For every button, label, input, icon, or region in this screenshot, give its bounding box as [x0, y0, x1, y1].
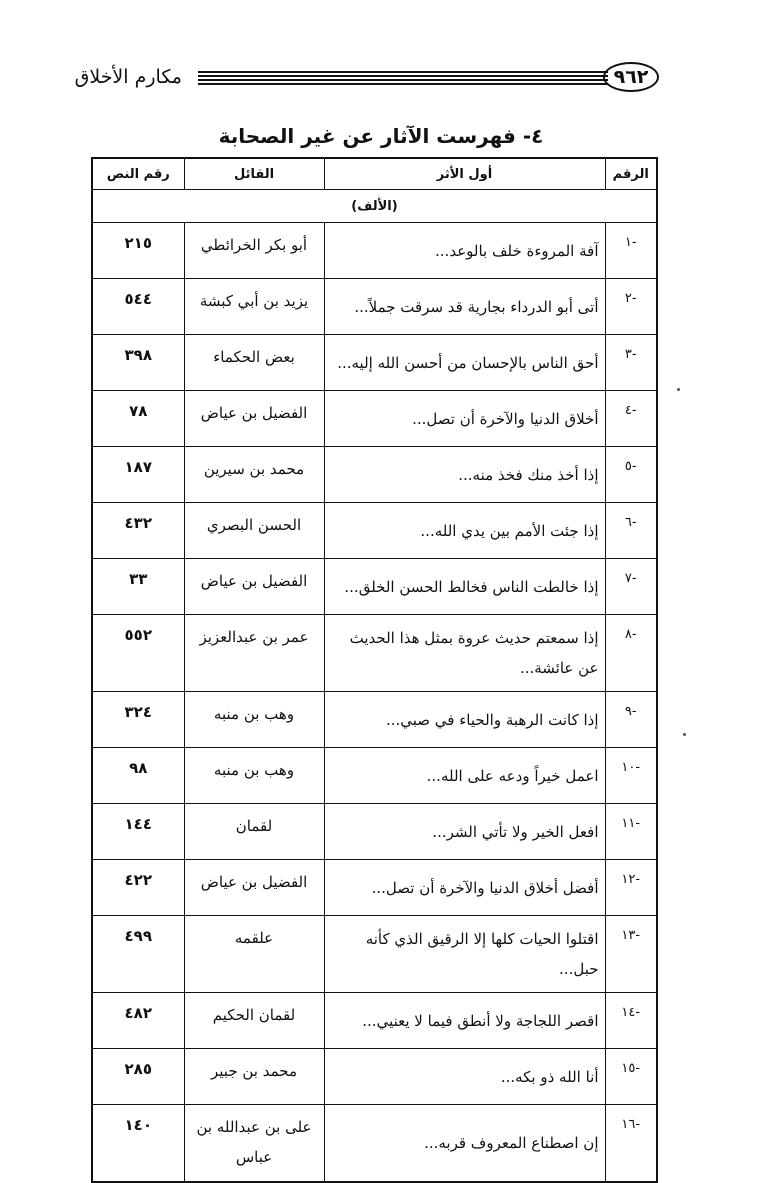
- athar-text: أخلاق الدنيا والآخرة أن تصل...: [324, 391, 605, 447]
- speaker-name: الحسن البصري: [184, 503, 324, 559]
- speaker-name: أبو بكر الخرائطي: [184, 223, 324, 279]
- table-row: [92, 860, 657, 916]
- group-label: (الألف): [92, 190, 657, 223]
- athar-text: آفة المروءة خلف بالوعد...: [324, 223, 605, 279]
- margin-dot: [683, 733, 686, 736]
- speaker-name: محمد بن جبير: [184, 1049, 324, 1105]
- header-rule: [198, 71, 608, 85]
- athar-text: اعمل خيراً ودعه على الله...: [324, 748, 605, 804]
- text-number: ٣٢٤: [92, 692, 184, 748]
- table-row: [92, 559, 657, 615]
- text-number: ٤٢٢: [92, 860, 184, 916]
- athar-text: أفضل أخلاق الدنيا والآخرة أن تصل...: [324, 860, 605, 916]
- row-number: -٩: [605, 692, 657, 748]
- athar-text: إذا كانت الرهبة والحياء في صبي...: [324, 692, 605, 748]
- table-row: [92, 1049, 657, 1105]
- row-number: -١٥: [605, 1049, 657, 1105]
- table-row: [92, 748, 657, 804]
- table-row: [92, 615, 657, 692]
- text-number: ٢٨٥: [92, 1049, 184, 1105]
- table-row: [92, 804, 657, 860]
- row-number: -١٦: [605, 1105, 657, 1183]
- speaker-name: بعض الحكماء: [184, 335, 324, 391]
- athar-text: إذا خالطت الناس فخالط الحسن الخلق...: [324, 559, 605, 615]
- table-row: [92, 503, 657, 559]
- athar-text: أتى أبو الدرداء بجارية قد سرقت جملاً...: [324, 279, 605, 335]
- table-row: [92, 391, 657, 447]
- row-number: -١٠: [605, 748, 657, 804]
- text-number: ٧٨: [92, 391, 184, 447]
- table-row: [92, 692, 657, 748]
- text-number: ٥٥٢: [92, 615, 184, 692]
- row-number: -١: [605, 223, 657, 279]
- text-number: ٤٣٢: [92, 503, 184, 559]
- speaker-name: الفضيل بن عياض: [184, 391, 324, 447]
- text-number: ١٤٠: [92, 1105, 184, 1183]
- text-number: ٣٣: [92, 559, 184, 615]
- table-row: [92, 916, 657, 993]
- athar-text: إذا سمعتم حديث عروة بمثل هذا الحديث عن عائشة...: [324, 615, 605, 692]
- table-row: [92, 447, 657, 503]
- athar-text: إذا جئت الأمم بين يدي الله...: [324, 503, 605, 559]
- row-number: -١٢: [605, 860, 657, 916]
- row-number: -١١: [605, 804, 657, 860]
- athar-text: أنا الله ذو بكه...: [324, 1049, 605, 1105]
- row-number: -٨: [605, 615, 657, 692]
- speaker-name: لقمان الحكيم: [184, 993, 324, 1049]
- speaker-name: لقمان: [184, 804, 324, 860]
- athar-text: اقتلوا الحيات كلها إلا الرقيق الذي كأنه حبل...: [324, 916, 605, 993]
- athar-text: إذا أخذ منك فخذ منه...: [324, 447, 605, 503]
- speaker-name: محمد بن سيرين: [184, 447, 324, 503]
- table-row: [92, 335, 657, 391]
- row-number: -٢: [605, 279, 657, 335]
- speaker-name: وهب بن منبه: [184, 748, 324, 804]
- speaker-name: عمر بن عبدالعزيز: [184, 615, 324, 692]
- table-row: [92, 223, 657, 279]
- text-number: ١٨٧: [92, 447, 184, 503]
- table-row: [92, 993, 657, 1049]
- athar-text: أحق الناس بالإحسان من أحسن الله إليه...: [324, 335, 605, 391]
- athar-text: إن اصطناع المعروف قربه...: [324, 1105, 605, 1183]
- table-row: [92, 1105, 657, 1183]
- speaker-name: الفضيل بن عياض: [184, 559, 324, 615]
- speaker-name: علقمه: [184, 916, 324, 993]
- speaker-name: الفضيل بن عياض: [184, 860, 324, 916]
- text-number: ٤٩٩: [92, 916, 184, 993]
- row-number: -٤: [605, 391, 657, 447]
- text-number: ٤٨٢: [92, 993, 184, 1049]
- margin-dot: [677, 388, 680, 391]
- table-header-row: [92, 158, 657, 190]
- athar-index-table: [93, 157, 658, 1183]
- row-number: -٥: [605, 447, 657, 503]
- speaker-name: وهب بن منبه: [184, 692, 324, 748]
- header-page: رقم النص: [92, 158, 184, 190]
- text-number: ٣٩٨: [92, 335, 184, 391]
- group-row: [92, 190, 657, 223]
- row-number: -٧: [605, 559, 657, 615]
- text-number: ٢١٥: [92, 223, 184, 279]
- text-number: ٩٨: [92, 748, 184, 804]
- row-number: -١٤: [605, 993, 657, 1049]
- header-number: الرقم: [605, 158, 657, 190]
- table-row: [92, 279, 657, 335]
- text-number: ١٤٤: [92, 804, 184, 860]
- header-speaker: القائل: [184, 158, 324, 190]
- book-title: مكارم الأخلاق: [74, 66, 182, 88]
- section-title: ٤- فهرست الآثار عن غير الصحابة: [218, 124, 544, 148]
- athar-text: افعل الخير ولا تأتي الشر...: [324, 804, 605, 860]
- page-number: ٩٦٢: [603, 62, 659, 92]
- text-number: ٥٤٤: [92, 279, 184, 335]
- row-number: -٣: [605, 335, 657, 391]
- page-header: [0, 55, 762, 101]
- athar-text: اقصر اللجاجة ولا أنطق فيما لا يعنيي...: [324, 993, 605, 1049]
- speaker-name: على بن عبدالله بن عباس: [184, 1105, 324, 1183]
- row-number: -٦: [605, 503, 657, 559]
- row-number: -١٣: [605, 916, 657, 993]
- header-athar: أول الأثر: [324, 158, 605, 190]
- speaker-name: يزيد بن أبي كبشة: [184, 279, 324, 335]
